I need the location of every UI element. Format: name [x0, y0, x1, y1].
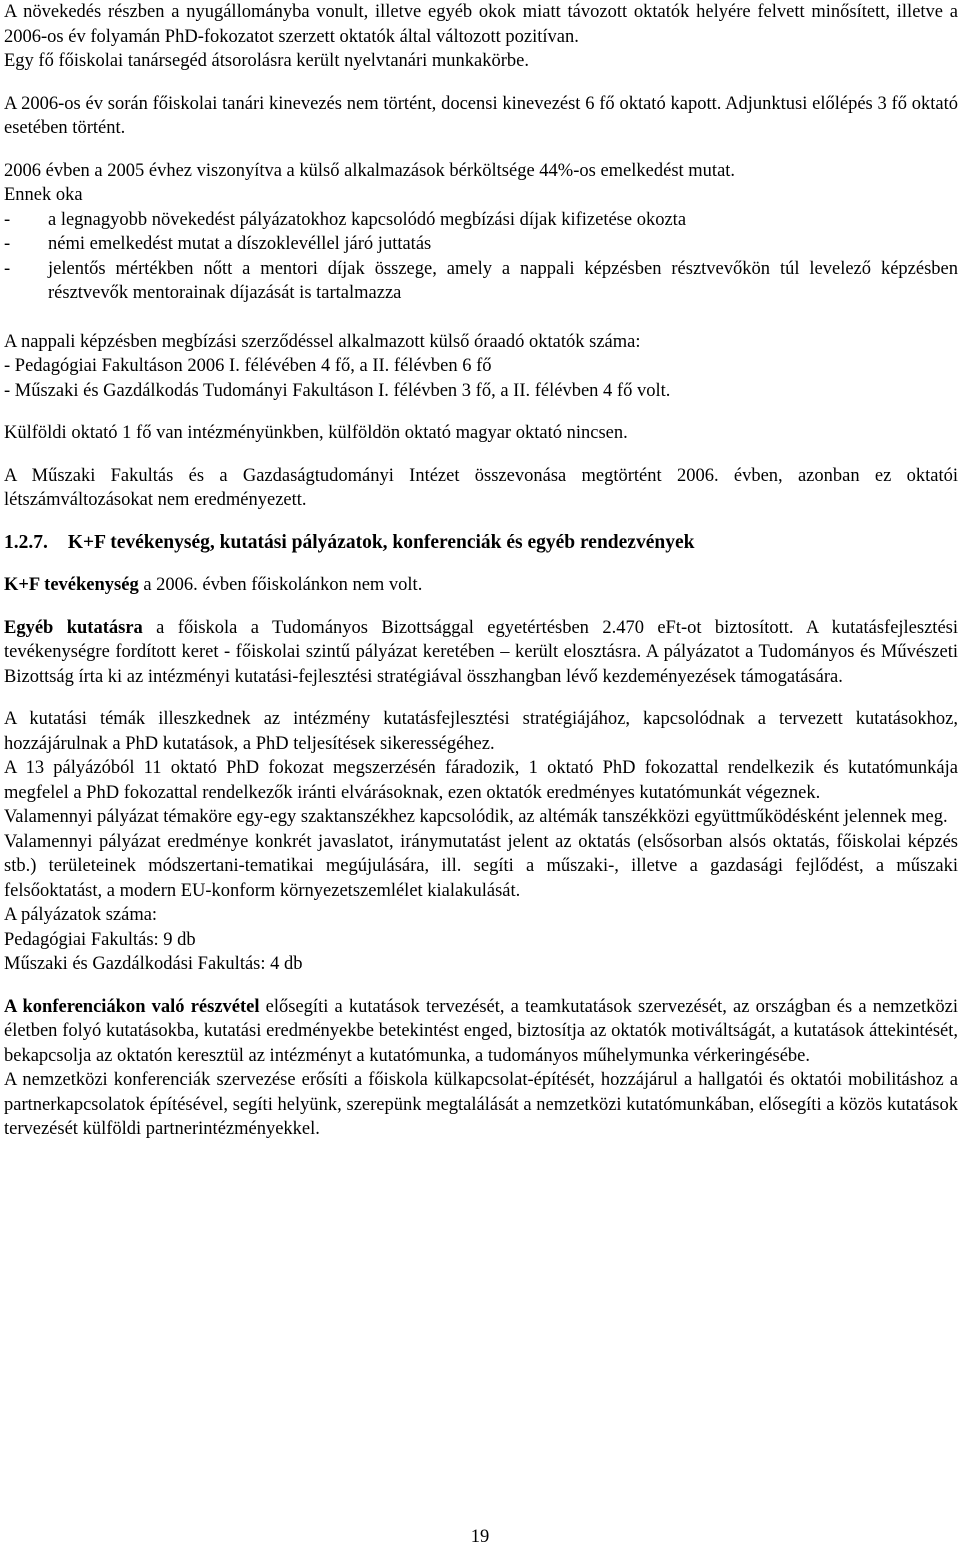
section-number: 1.2.7. [4, 531, 48, 553]
paragraph-tech-faculty: - Műszaki és Gazdálkodás Tudományi Fakultáson I. félévben 3 fő, a II. félévben 4 fő volt. [4, 380, 671, 401]
paragraph-growth: A növekedés részben a nyugállományba vonult, illetve egyéb okok miatt távozott oktatók helyére felvett minősített, illetve a 2006-os év folyamán PhD-fokozatot szerzett oktatók által változott pozitívan. [4, 2, 958, 47]
paragraph-departments: Valamennyi pályázat témaköre egy-egy szaktanszékhez kapcsolódik, az altémák tanszékközi együttműködésként jelennek meg. [4, 807, 948, 827]
paragraph-application-count: A pályázatok száma: [4, 905, 158, 925]
section-title: K+F tevékenység, kutatási pályázatok, konferenciák és egyéb rendezvények [67, 531, 695, 553]
paragraph-tech-count: Műszaki és Gazdálkodási Fakultás: 4 db [4, 954, 303, 974]
paragraph-kf: K+F tevékenység a 2006. évben főiskolánkon nem volt. [4, 575, 423, 595]
paragraph-topics: A kutatási témák illeszkednek az intézmény kutatásfejlesztési stratégiájához, kapcsolódnak a tervezett kutatásokhoz, hozzájárulnak a PhD kutatások, a PhD teljesítések sikerességéhez. [4, 709, 958, 754]
paragraph-reclassification: Egy fő főiskolai tanársegéd átsorolásra került nyelvtanári munkakörbe. [4, 51, 530, 71]
paragraph-research: Egyéb kutatásra a főiskola a Tudományos Bizottsággal egyetértésben 2.470 eFt-ot biztosított. A kutatásfejlesztési tevékenységre fordított keret - főiskolai szintű pályázat keretében – került elosztásra. A pályázatot a Tudományos és Művészeti Bizottság írta ki az intézményi kutatási-fejlesztési stratégiával összhangban lévő kezdeményezések támogatására. [4, 617, 958, 687]
paragraph-applicants: A 13 pályázóból 11 oktató PhD fokozat megszerzésén fáradozik, 1 oktató PhD fokozattal rendelkezik és kutatómunkája megfelel a PhD fokozattal rendelkezők iránti elvárásoknak, ezen oktatók eredményes kutatómunkát végeznek. [4, 758, 958, 803]
paragraph-appointments: A 2006-os év során főiskolai tanári kinevezés nem történt, docensi kinevezést 6 fő oktató kapott. Adjunktusi előlépés 3 fő oktató esetében történt. [4, 93, 958, 138]
paragraph-results: Valamennyi pályázat eredménye konkrét javaslatot, iránymutatást jelent az oktatás (elsősorban alsós oktatás, főiskolai képzés stb.) területeinek módszertani-tematikai megújulására, ill. segíti a műszaki-, illetve a gazdasági fejlődést, a műszaki felsőoktatást, a modern EU-konform környezetszemlélet kialakulását. [4, 831, 958, 901]
research-bold: Egyéb kutatásra [4, 617, 143, 638]
conferences-bold: A konferenciákon való részvétel [4, 996, 260, 1017]
list-item: - jelentős mértékben nőtt a mentori díjak összege, amely a nappali képzésben résztvevőkön túl levelező képzésben résztvevők mentorainak díjazását is tartalmazza [4, 258, 958, 303]
list-item: - némi emelkedést mutat a díszoklevéllel járó juttatás [4, 234, 432, 254]
paragraph-international: A nemzetközi konferenciák szervezése erősíti a főiskola külkapcsolat-építését, hozzájárul a hallgatói és oktatói mobilitáshoz a partnerkapcsolatok építésével, segíti helyünk, szerepünk megtalálását a nemzetközi kutatómunkában, elősegíti a közös kutatások tervezését külföldi partnerintézményekkel. [4, 1070, 958, 1139]
paragraph-merger: A Műszaki Fakultás és a Gazdaságtudományi Intézet összevonása megtörtént 2006. évben, azonban ez oktatói létszámváltozásokat nem eredményezett. [4, 465, 958, 510]
paragraph-external-lecturers: A nappali képzésben megbízási szerződéssel alkalmazott külső óraadó oktatók száma: [4, 331, 641, 352]
paragraph-ped-faculty: - Pedagógiai Fakultáson 2006 I. félévében 4 fő, a II. félévben 6 fő [4, 356, 492, 376]
paragraph-conferences: A konferenciákon való részvétel elősegíti a kutatások tervezését, a teamkutatások szervezését, az országban és a nemzetközi életben folyó kutatásokba, kutatási eredményekbe betekintést enged, biztosítja az oktatók motiváltságát, a kutatások áttekintését, bekapcsolja az oktatón keresztül az intézményt a kutatómunka, a tudományos műhelymunka vérkeringésébe. [4, 996, 958, 1066]
kf-bold: K+F tevékenység [4, 575, 139, 595]
reason-list [4, 208, 958, 306]
paragraph-foreign-lecturer: Külföldi oktató 1 fő van intézményünkben, külföldön oktató magyar oktató nincsen. [4, 423, 628, 443]
paragraph-ped-count: Pedagógiai Fakultás: 9 db [4, 929, 196, 950]
paragraph-reason-intro: Ennek oka [4, 185, 83, 205]
paragraph-external-costs: 2006 évben a 2005 évhez viszonyítva a külső alkalmazások bérköltsége 44%-os emelkedést mutat. [4, 160, 736, 181]
page-number: 19 [470, 1527, 490, 1547]
section-heading [4, 531, 958, 556]
list-item: - a legnagyobb növekedést pályázatokhoz kapcsolódó megbízási díjak kifizetése okozta [4, 209, 687, 230]
